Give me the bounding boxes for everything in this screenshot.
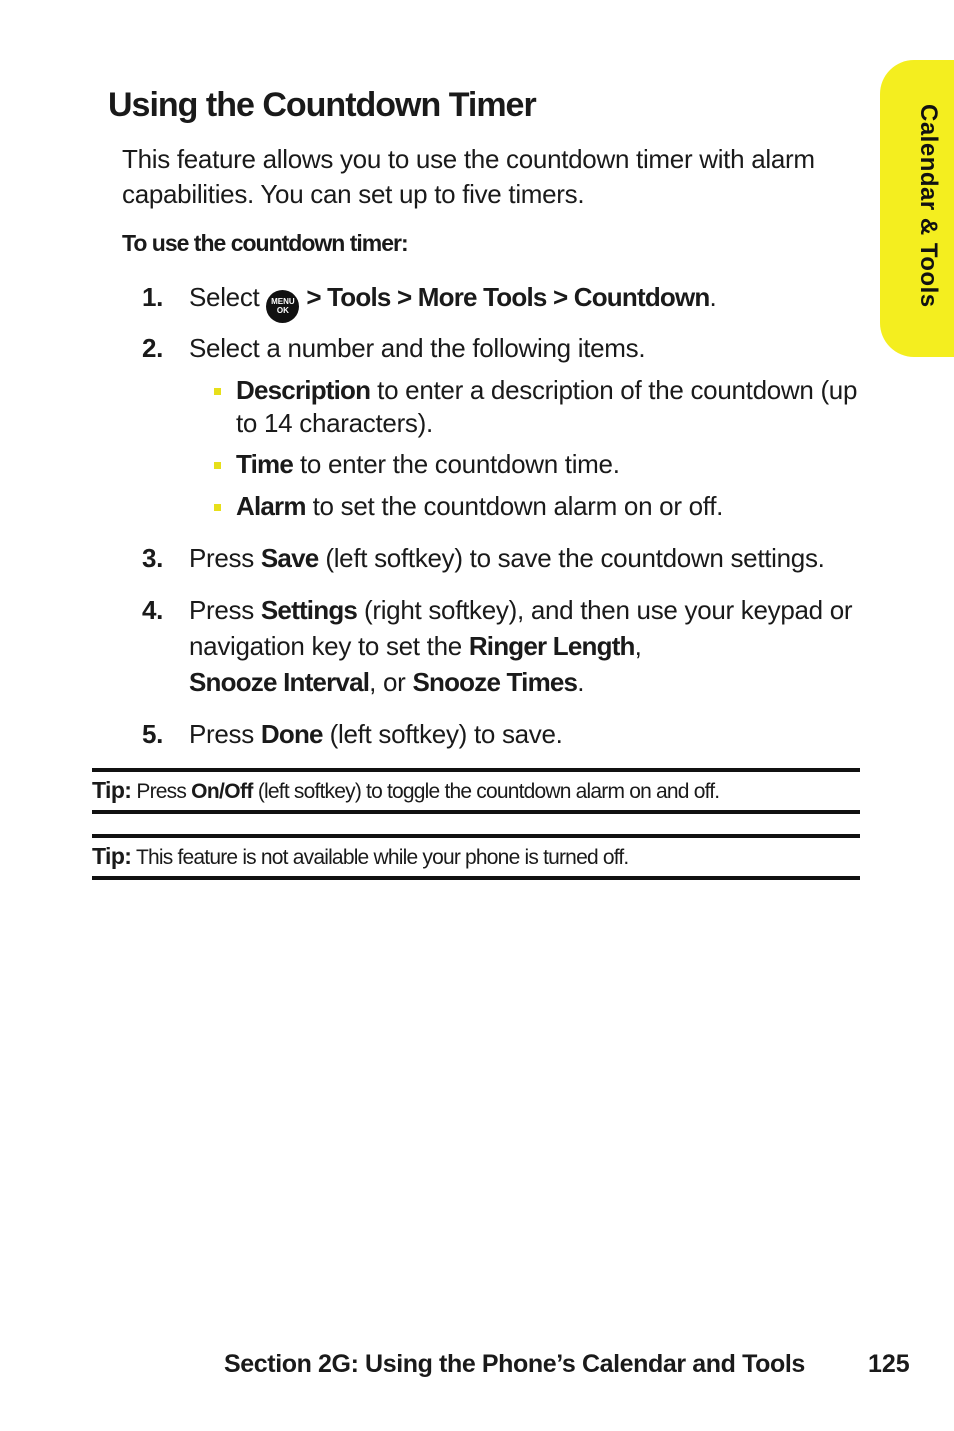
tip-text: This feature is not available while your phone is turned off. (131, 846, 629, 869)
bullet-term: Description (236, 375, 371, 405)
intro-paragraph: This feature allows you to use the countdown timer with alarm capabilities. You can set up to five timers. (122, 144, 815, 209)
tip-text: Press (131, 780, 192, 803)
bullet-term: Time (236, 449, 294, 479)
step-1-post: . (709, 282, 717, 312)
page-title: Using the Countdown Timer (108, 86, 536, 124)
step-number: 3. (142, 543, 164, 573)
bullet-text: to enter a description of the countdown (up to 14 characters). (236, 375, 858, 438)
tip-box (92, 834, 860, 880)
step-number: 2. (142, 333, 164, 363)
tip-label: Tip: (92, 777, 132, 803)
tip-term: On/Off (191, 780, 253, 803)
menu-ok-key-icon: MENU OK (266, 290, 299, 323)
step-text: Select a number and the following items. (189, 333, 646, 363)
procedure-heading: To use the countdown timer: (122, 230, 408, 256)
step-text: Press Done (left softkey) to save. (189, 719, 563, 749)
bullet-square-icon (214, 504, 221, 511)
bullet-square-icon (214, 388, 221, 395)
tip-box (92, 768, 860, 814)
step-number: 5. (142, 719, 164, 749)
tip-text: (left softkey) to toggle the countdown alarm on and off. (252, 780, 720, 803)
step-number: 1. (142, 282, 164, 312)
step-text: Press Save (left softkey) to save the countdown settings. (189, 543, 825, 573)
menu-path: > Tools > More Tools > Countdown (306, 282, 710, 312)
bullet-term: Alarm (236, 491, 306, 521)
step-text (189, 279, 861, 323)
bullet-text: to enter the countdown time. (293, 449, 620, 479)
bullet-square-icon (214, 462, 221, 469)
section-tab-label: Calendar & Tools (915, 104, 942, 308)
section-footer: Section 2G: Using the Phone’s Calendar and Tools (224, 1350, 805, 1378)
tip-label: Tip: (92, 843, 132, 869)
step-1-pre: Select (189, 282, 260, 312)
bullet-text: to set the countdown alarm on or off. (305, 491, 724, 521)
step-text: Press Settings (right softkey), and then use your keypad or navigation key to set the Ringer Length, Snooze Interval, or Snooze Times. (189, 595, 853, 697)
step-number: 4. (142, 595, 164, 625)
page-number: 125 (868, 1350, 910, 1378)
